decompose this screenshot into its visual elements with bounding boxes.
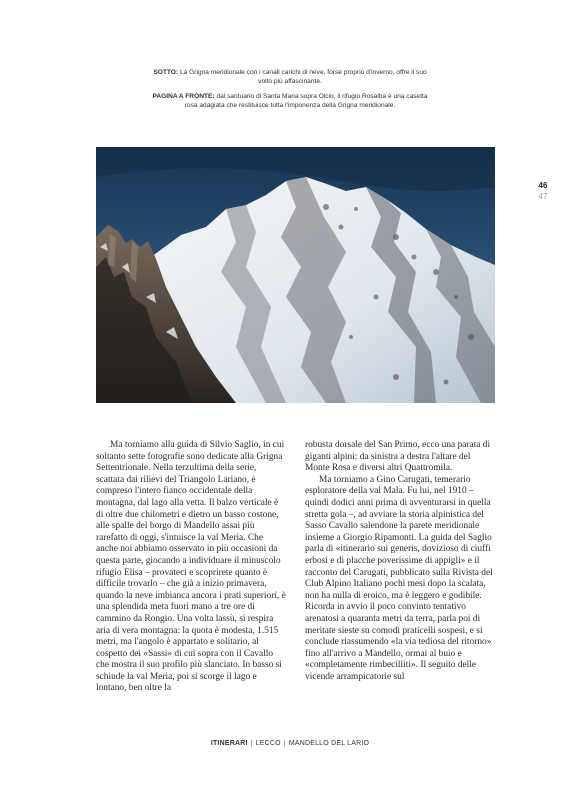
- footer-separator: |: [283, 740, 286, 747]
- footer-section: ITINERARI: [210, 740, 248, 747]
- caption-below-text: La Grigna meridionale con i canali carichi di neve, forse proprio d'inverno, offre il suo volto più affascinante.: [179, 69, 427, 85]
- page-number-facing: 47: [538, 192, 548, 201]
- article-paragraph-continuation: robusta dorsale del San Primo, ecco una parata di giganti alpini: da sinistra a destra l'altare del Monte Rosa e diversi altri Quattromila.: [305, 440, 491, 474]
- footer-separator: |: [250, 740, 253, 747]
- page-numbers: [532, 180, 554, 202]
- caption-facing-text: dal santuario di Santa Maria sopra Olcio, il rifugio Rosalba è una casetta rosa adagiata che restituisce tutta l'imponenza della Grigna meridionale.: [184, 93, 428, 109]
- grigna-mountain-image: [96, 147, 495, 403]
- caption-below: [150, 68, 430, 86]
- article-paragraph: Ma torniamo a Gino Carugati, temerario esploratore della val Mala. Fu lui, nel 1910 – quindi dodici anni prima di avventurarsi in quella stretta gola –, ad avviare la storia alpinistica del Sasso Cavallo salendone la parete meridionale insieme a Giorgio Ripamonti. La guida del Saglio parla di «itinerario sui generis, dovizioso di ciuffi erbosi e di placche poverissime di appigli» e il racconto del Carugati, pubblicato sulla Rivista del Club Alpino Italiano pochi mesi dopo la scalata, non ha nulla di eroico, ma è leggero e godibile. Ricorda in avvio il poco convinto tentativo arenatosi a quaranta metri da terra, parla poi di meritate sieste su comodi praticelli sospesi, e si conclude riassumendo «la via tediosa del ritorno» fino all'arrivo a Mandello, ormai al buio e «completamente rimbecilliti». Il seguito delle vicende arrampicatorie sul: [305, 474, 493, 682]
- article-column-left: [96, 440, 286, 695]
- photo-caption: [150, 68, 430, 116]
- footer-place: MANDELLO DEL LARIO: [288, 740, 370, 747]
- caption-facing-page: [150, 92, 430, 110]
- caption-below-label: SOTTO:: [153, 69, 179, 76]
- running-footer: [0, 740, 580, 747]
- footer-area: LECCO: [255, 740, 281, 747]
- page-number-current: 46: [538, 181, 548, 190]
- caption-facing-label: PAGINA A FRONTE:: [152, 93, 215, 100]
- mountain-photo: [96, 147, 495, 403]
- article-paragraph: Ma torniamo alla guida di Silvio Saglio, in cui soltanto sette fotografie sono dedicate alla Grigna Settentrionale. Nella terzultima della serie, scattata dai rilievi del Triangolo Lariano, è compreso l'intero fianco occidentale della montagna, dal lago alla vetta. Il balzo verticale è di oltre due chilometri e dietro un basso costone, alle spalle del borgo di Mandello assai più rarefatto di oggi, s'intuisce la val Meria. Che anche noi abbiamo osservato in più occasioni da questa parte, giocando a individuare il minuscolo rifugio Elisa – provateci e scoprirete quanto è difficile trovarlo – che già a inizio primavera, quando la neve imbianca ancora i prati superiori, è una splendida meta fuori mano a tre ore di cammino da Rongio. Una volta lassù, si respira aria di vera montagna: la quota è modesta, 1.515 metri, ma l'angolo è appartato e solitario, al cospetto dei «Sassi» di cui sopra con il Cavallo che mostra il suo profilo più slanciato. In basso si schiude la val Meria, poi si scorge il lago e lontano, ben oltre la: [96, 440, 286, 694]
- article-column-right: [305, 440, 495, 683]
